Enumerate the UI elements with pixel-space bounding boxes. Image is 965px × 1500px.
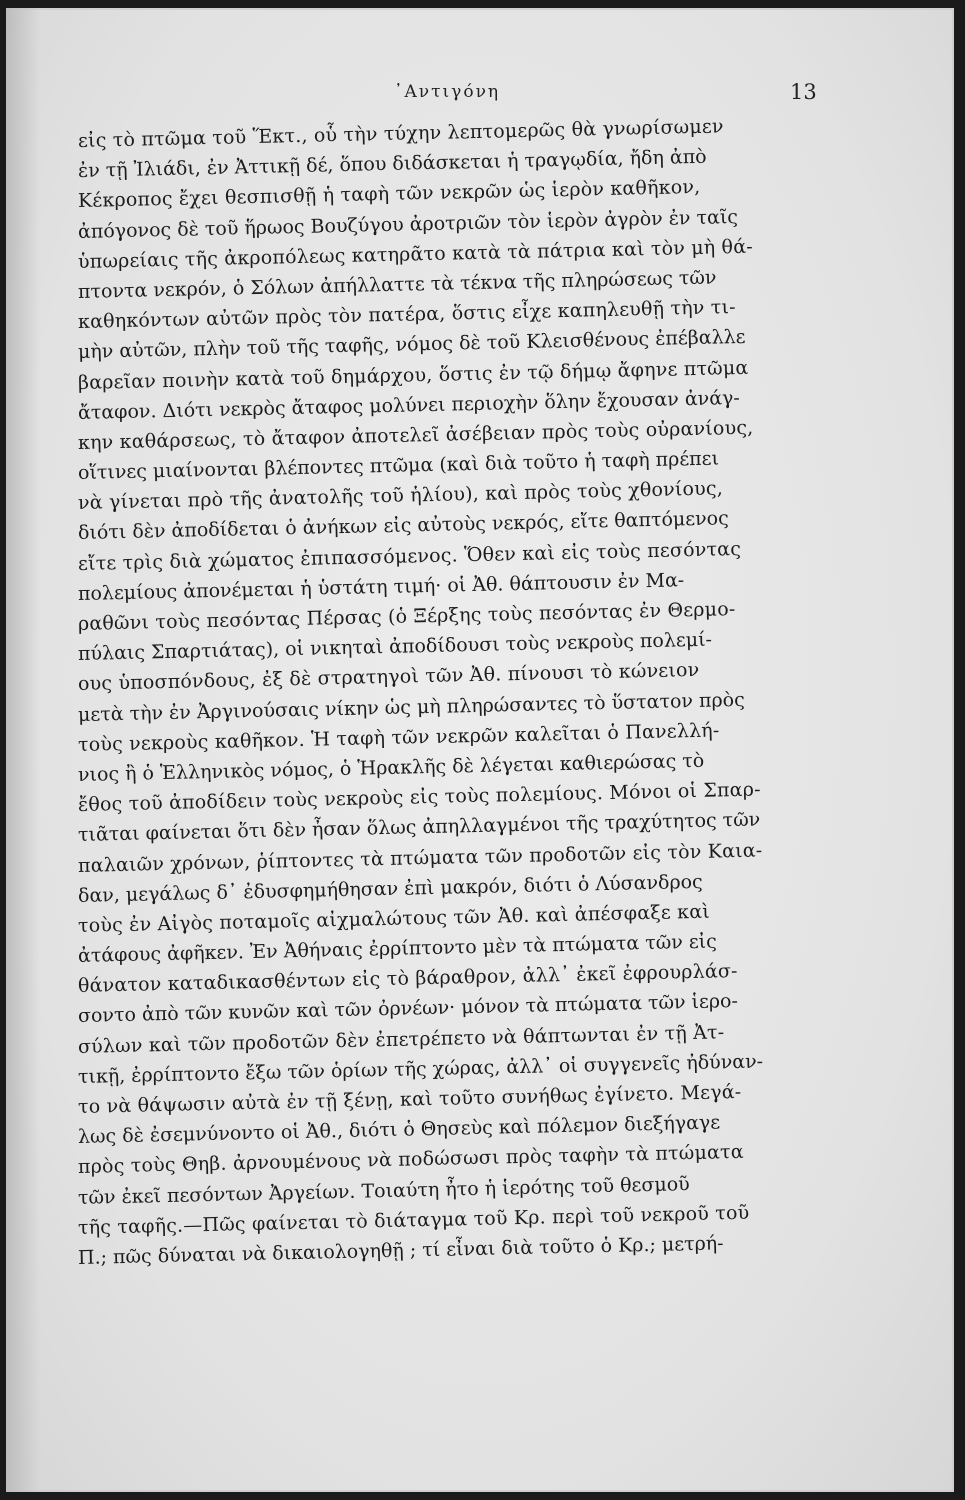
text-line: πρὸς τοὺς Θηβ. ἀρνουμένους νὰ ποδώσωσι πρὸς ταφὴν τὰ πτώματα	[77, 1141, 745, 1179]
page-header	[6, 80, 954, 110]
text-line: Π.; πῶς δύναται νὰ δικαιολογηθῇ ; τί εἶναι διὰ τοῦτο ὁ Κρ.; μετρή-	[77, 1232, 724, 1269]
text-line: το νὰ θάψωσιν αὐτὰ ἐν τῇ ξένῃ, καὶ τοῦτο συνήθως ἐγίνετο. Μεγά-	[77, 1080, 742, 1118]
text-line: ὑπωρείαις τῆς ἀκροπόλεως κατηρᾶτο κατὰ τὰ πάτρια καὶ τὸν μὴ θά-	[77, 235, 754, 273]
text-line: βαρεῖαν ποινὴν κατὰ τοῦ δημάρχου, ὅστις ἐν τῷ δήμῳ ἄφηνε πτῶμα	[77, 356, 749, 394]
text-line: Κέκροπος ἔχει θεσπισθῇ ἡ ταφὴ τῶν νεκρῶν ὡς ἱερὸν καθῆκον,	[77, 176, 701, 213]
text-line: ραθῶνι τοὺς πεσόντας Πέρσας (ὁ Ξέρξης τοὺς πεσόντας ἐν Θερμο-	[77, 598, 736, 635]
text-line: λως δὲ ἐσεμνύνοντο οἱ Ἀθ., διότι ὁ Θησεὺς καὶ πόλεμον διεξήγαγε	[77, 1111, 721, 1149]
text-line: ἀτάφους ἀφῆκεν. Ἐν Ἀθήναις ἐρρίπτοντο μὲν τὰ πτώματα τῶν εἰς	[77, 930, 718, 968]
text-line: πολεμίους ἀπονέμεται ἡ ὑστάτη τιμή· οἱ Ἀθ. θάπτουσιν ἐν Μα-	[77, 569, 685, 605]
text-line: μὴν αὐτῶν, πλὴν τοῦ τῆς ταφῆς, νόμος δὲ τοῦ Κλεισθένους ἐπέβαλλε	[77, 326, 746, 364]
text-line: ους ὑποσπόνδους, ἐξ δὲ στρατηγοὶ τῶν Ἀθ. πίνουσι τὸ κώνειον	[77, 659, 700, 696]
text-line: τῆς ταφῆς.—Πῶς φαίνεται τὸ διάταγμα τοῦ Κρ. περὶ τοῦ νεκροῦ τοῦ	[77, 1201, 750, 1239]
running-title: ᾿Αντιγόνη	[394, 82, 501, 102]
text-line: μετὰ τὴν ἐν Ἀργινούσαις νίκην ὡς μὴ πληρώσαντες τὸ ὕστατον πρὸς	[77, 688, 745, 726]
text-line: τοὺς ἐν Αἰγὸς ποταμοῖς αἰχμαλώτους τῶν Ἀθ. καὶ ἀπέσφαξε καὶ	[77, 900, 711, 937]
text-line: ἄταφον. Διότι νεκρὸς ἄταφος μολύνει περιοχὴν ὅλην ἔχουσαν ἀνάγ-	[77, 386, 741, 424]
text-line: κην καθάρσεως, τὸ ἄταφον ἀποτελεῖ ἀσέβειαν πρὸς τοὺς οὐρανίους,	[77, 416, 754, 454]
text-line: εἴτε τρὶς διὰ χώματος ἐπιπασσόμενος. Ὅθεν καὶ εἰς τοὺς πεσόντας	[77, 537, 742, 575]
text-line: τιᾶται φαίνεται ὅτι δὲν ἦσαν ὅλως ἀπηλλαγμένοι τῆς τραχύτητος τῶν	[77, 808, 761, 847]
text-line: σύλων καὶ τῶν προδοτῶν δὲν ἐπετρέπετο νὰ θάπτωνται ἐν τῇ Ἀτ-	[77, 1020, 725, 1058]
text-line: νὰ γίνεται πρὸ τῆς ἀνατολῆς τοῦ ἡλίου), καὶ πρὸς τοὺς χθονίους,	[77, 477, 724, 515]
page-number: 13	[790, 80, 817, 104]
text-line: πτοντα νεκρόν, ὁ Σόλων ἀπήλλαττε τὰ τέκνα τῆς πληρώσεως τῶν	[77, 266, 717, 303]
body-text	[77, 115, 838, 1273]
text-line: δαν, μεγάλως δ᾿ ἐδυσφημήθησαν ἐπὶ μακρόν, διότι ὁ Λύσανδρος	[77, 870, 703, 907]
text-line: ἐν τῇ Ἰλιάδι, ἐν Ἀττικῇ δέ, ὅπου διδάσκεται ἡ τραγῳδία, ἤδη ἀπὸ	[77, 145, 707, 183]
text-line: πύλαις Σπαρτιάτας), οἱ νικηταὶ ἀποδίδουσι τοὺς νεκροὺς πολεμί-	[77, 628, 713, 666]
text-line: τοὺς νεκροὺς καθῆκον. Ἡ ταφὴ τῶν νεκρῶν καλεῖται ὁ Πανελλή-	[77, 719, 720, 756]
text-line: θάνατον καταδικασθέντων εἰς τὸ βάραθρον, ἀλλ᾿ ἐκεῖ ἐφρουρλάσ-	[77, 960, 738, 998]
text-line: παλαιῶν χρόνων, ῥίπτοντες τὰ πτώματα τῶν προδοτῶν εἰς τὸν Καια-	[77, 838, 763, 877]
text-line: οἵτινες μιαίνονται βλέποντες πτῶμα (καὶ διὰ τοῦτο ἡ ταφὴ πρέπει	[77, 447, 720, 485]
text-line: νιος ἢ ὁ Ἑλληνικὸς νόμος, ὁ Ἡρακλῆς δὲ λέγεται καθιερώσας τὸ	[77, 749, 705, 786]
text-line: εἰς τὸ πτῶμα τοῦ Ἕκτ., οὗ τὴν τύχην λεπτομερῶς θὰ γνωρίσωμεν	[77, 115, 724, 152]
text-line: ἔθος τοῦ ἀποδίδειν τοὺς νεκροὺς εἰς τοὺς πολεμίους. Μόνοι οἱ Σπαρ-	[77, 778, 761, 817]
text-line: τικῇ, ἐρρίπτοντο ἔξω τῶν ὁρίων τῆς χώρας, ἀλλ᾿ οἱ συγγενεῖς ἠδύναν-	[77, 1050, 764, 1088]
text-line: καθηκόντων αὐτῶν πρὸς τὸν πατέρα, ὅστις εἶχε καπηλευθῇ τὴν τι-	[77, 296, 736, 334]
text-line: ἀπόγονος δὲ τοῦ ἥρωος Βουζύγου ἀροτριῶν τὸν ἱερὸν ἀγρὸν ἐν ταῖς	[77, 205, 739, 243]
text-line: διότι δὲν ἀποδίδεται ὁ ἀνήκων εἰς αὐτοὺς νεκρός, εἴτε θαπτόμενος	[77, 507, 729, 545]
text-line: σοντο ἀπὸ τῶν κυνῶν καὶ τῶν ὀρνέων· μόνον τὰ πτώματα τῶν ἱερο-	[77, 990, 739, 1028]
book-page	[6, 8, 954, 1492]
binding-shadow	[6, 8, 40, 1492]
text-line: τῶν ἐκεῖ πεσόντων Ἀργείων. Τοιαύτη ἦτο ἡ ἱερότης τοῦ θεσμοῦ	[77, 1172, 690, 1209]
